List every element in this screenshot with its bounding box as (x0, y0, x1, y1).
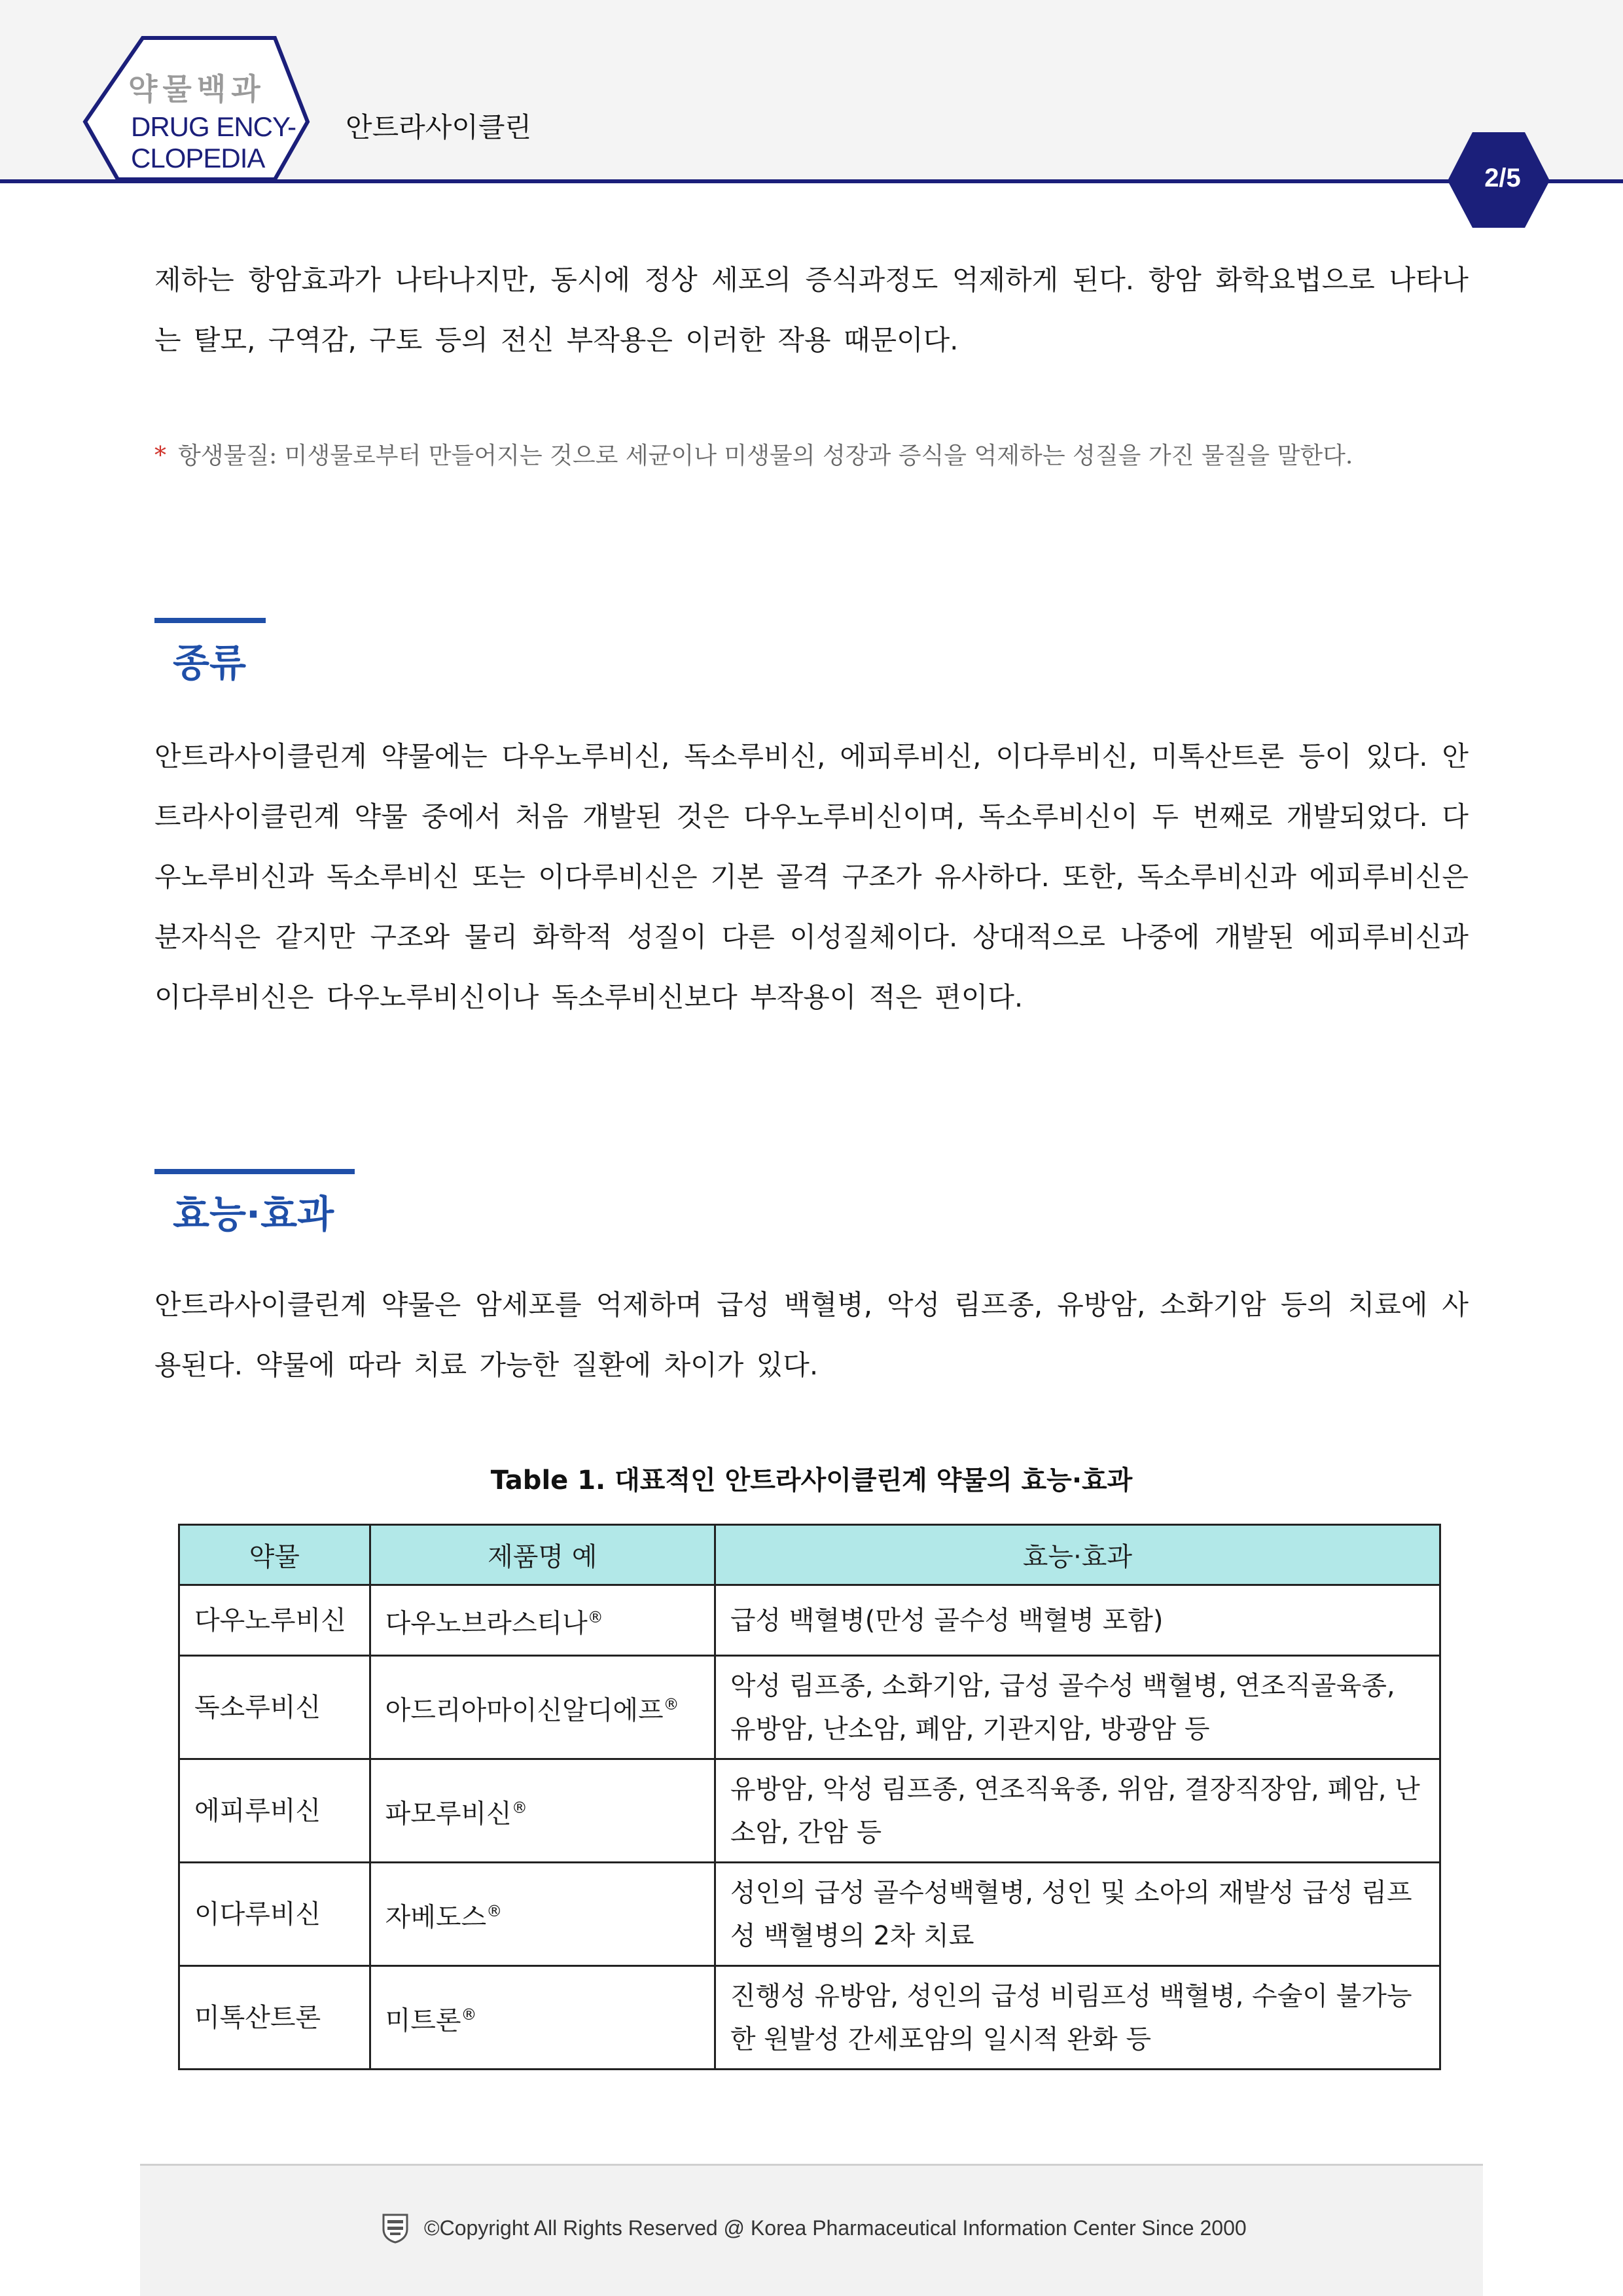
cell-efficacy: 성인의 급성 골수성백혈병, 성인 및 소아의 재발성 급성 림프성 백혈병의 2차 치료 (715, 1863, 1440, 1966)
copyright-text: ©Copyright All Rights Reserved @ Korea Pharmaceutical Information Center Since 2000 (424, 2216, 1247, 2240)
footnote (154, 437, 1469, 471)
table-caption: Table 1. 대표적인 안트라사이클린계 약물의 효능·효과 (490, 1465, 1133, 1496)
logo-english-line1: DRUG ENCY- (131, 111, 296, 142)
product-name: 다우노브라스티나 (385, 1608, 588, 1639)
logo-korean-text: 약물백과 (128, 71, 266, 107)
cell-product (370, 1966, 715, 2070)
table-row (179, 1585, 1440, 1656)
section-efficacy-bar (154, 1169, 355, 1174)
cell-product (370, 1585, 715, 1656)
section-types-title: 종류 (173, 641, 247, 685)
cell-drug: 독소루비신 (179, 1656, 370, 1759)
cell-product (370, 1656, 715, 1759)
cell-efficacy: 악성 림프종, 소화기암, 급성 골수성 백혈병, 연조직골육종, 유방암, 난소암, 폐암, 기관지암, 방광암 등 (715, 1656, 1440, 1759)
cell-drug: 이다루비신 (179, 1863, 370, 1966)
header-drug: 약물 (179, 1525, 370, 1585)
cell-drug: 다우노루비신 (179, 1585, 370, 1656)
table-header-row (179, 1525, 1440, 1585)
product-name: 파모루비신 (385, 1799, 512, 1829)
registered-mark: ® (461, 2005, 477, 2024)
cell-product (370, 1759, 715, 1863)
header-product: 제품명 예 (370, 1525, 715, 1585)
section-efficacy-title: 효능·효과 (173, 1192, 334, 1236)
registered-mark: ® (486, 1901, 503, 1920)
product-name: 미트론 (385, 2005, 461, 2036)
registered-mark: ® (511, 1798, 527, 1817)
table-row (179, 1656, 1440, 1759)
kpic-emblem-icon (381, 2212, 410, 2244)
section-efficacy-paragraph: 안트라사이클린계 약물은 암세포를 억제하며 급성 백혈병, 악성 림프종, 유방암, 소화기암 등의 치료에 사용된다. 약물에 따라 치료 가능한 질환에 차이가 있다. (154, 1289, 1469, 1381)
section-types-paragraph: 안트라사이클린계 약물에는 다우노루비신, 독소루비신, 에피루비신, 이다루비신, 미톡산트론 등이 있다. 안트라사이클린계 약물 중에서 처음 개발된 것은 다우노루비신이며, 독소루비신이 두 번째로 개발되었다. 다우노루비신과 독소루비신 또는 이다루비신은 기본 골격 구조가 유사하다. 또한, 독소루비신과 에피루비신은 분자식은 같지만 구조와 물리 화학적 성질이 다른 이성질체이다. 상대적으로 나중에 개발된 에피루비신과 이다루비신은 다우노루비신이나 독소루비신보다 부작용이 적은 편이다. (154, 740, 1469, 1013)
table-row (179, 1759, 1440, 1863)
cell-efficacy: 진행성 유방암, 성인의 급성 비림프성 백혈병, 수술이 불가능한 원발성 간세포암의 일시적 완화 등 (715, 1966, 1440, 2070)
product-name: 자베도스 (385, 1902, 487, 1933)
cell-product (370, 1863, 715, 1966)
product-name: 아드리아마이신알디에프 (385, 1695, 664, 1726)
cell-efficacy: 유방암, 악성 림프종, 연조직육종, 위암, 결장직장암, 폐암, 난소암, 간암 등 (715, 1759, 1440, 1863)
intro-paragraph: 제하는 항암효과가 나타나지만, 동시에 정상 세포의 증식과정도 억제하게 된다. 항암 화학요법으로 나타나는 탈모, 구역감, 구토 등의 전신 부작용은 이러한 작용 때문이다. (154, 264, 1469, 356)
document-title: 안트라사이클린 (346, 111, 532, 143)
page-number: 2/5 (1484, 164, 1521, 192)
table-row (179, 1863, 1440, 1966)
footnote-star: * (154, 442, 166, 469)
cell-efficacy: 급성 백혈병(만성 골수성 백혈병 포함) (715, 1585, 1440, 1656)
table-row (179, 1966, 1440, 2070)
logo-english-text (131, 111, 296, 174)
header-efficacy: 효능·효과 (715, 1525, 1440, 1585)
registered-mark: ® (663, 1695, 679, 1713)
logo-english-line2: CLOPEDIA (131, 143, 265, 173)
registered-mark: ® (587, 1607, 603, 1626)
section-types-bar (154, 618, 266, 623)
cell-drug: 미톡산트론 (179, 1966, 370, 2070)
cell-drug: 에피루비신 (179, 1759, 370, 1863)
efficacy-table (178, 1524, 1441, 2070)
footnote-text: 항생물질: 미생물로부터 만들어지는 것으로 세균이나 미생물의 성장과 증식을 억제하는 성질을 가진 물질을 말한다. (178, 442, 1353, 469)
